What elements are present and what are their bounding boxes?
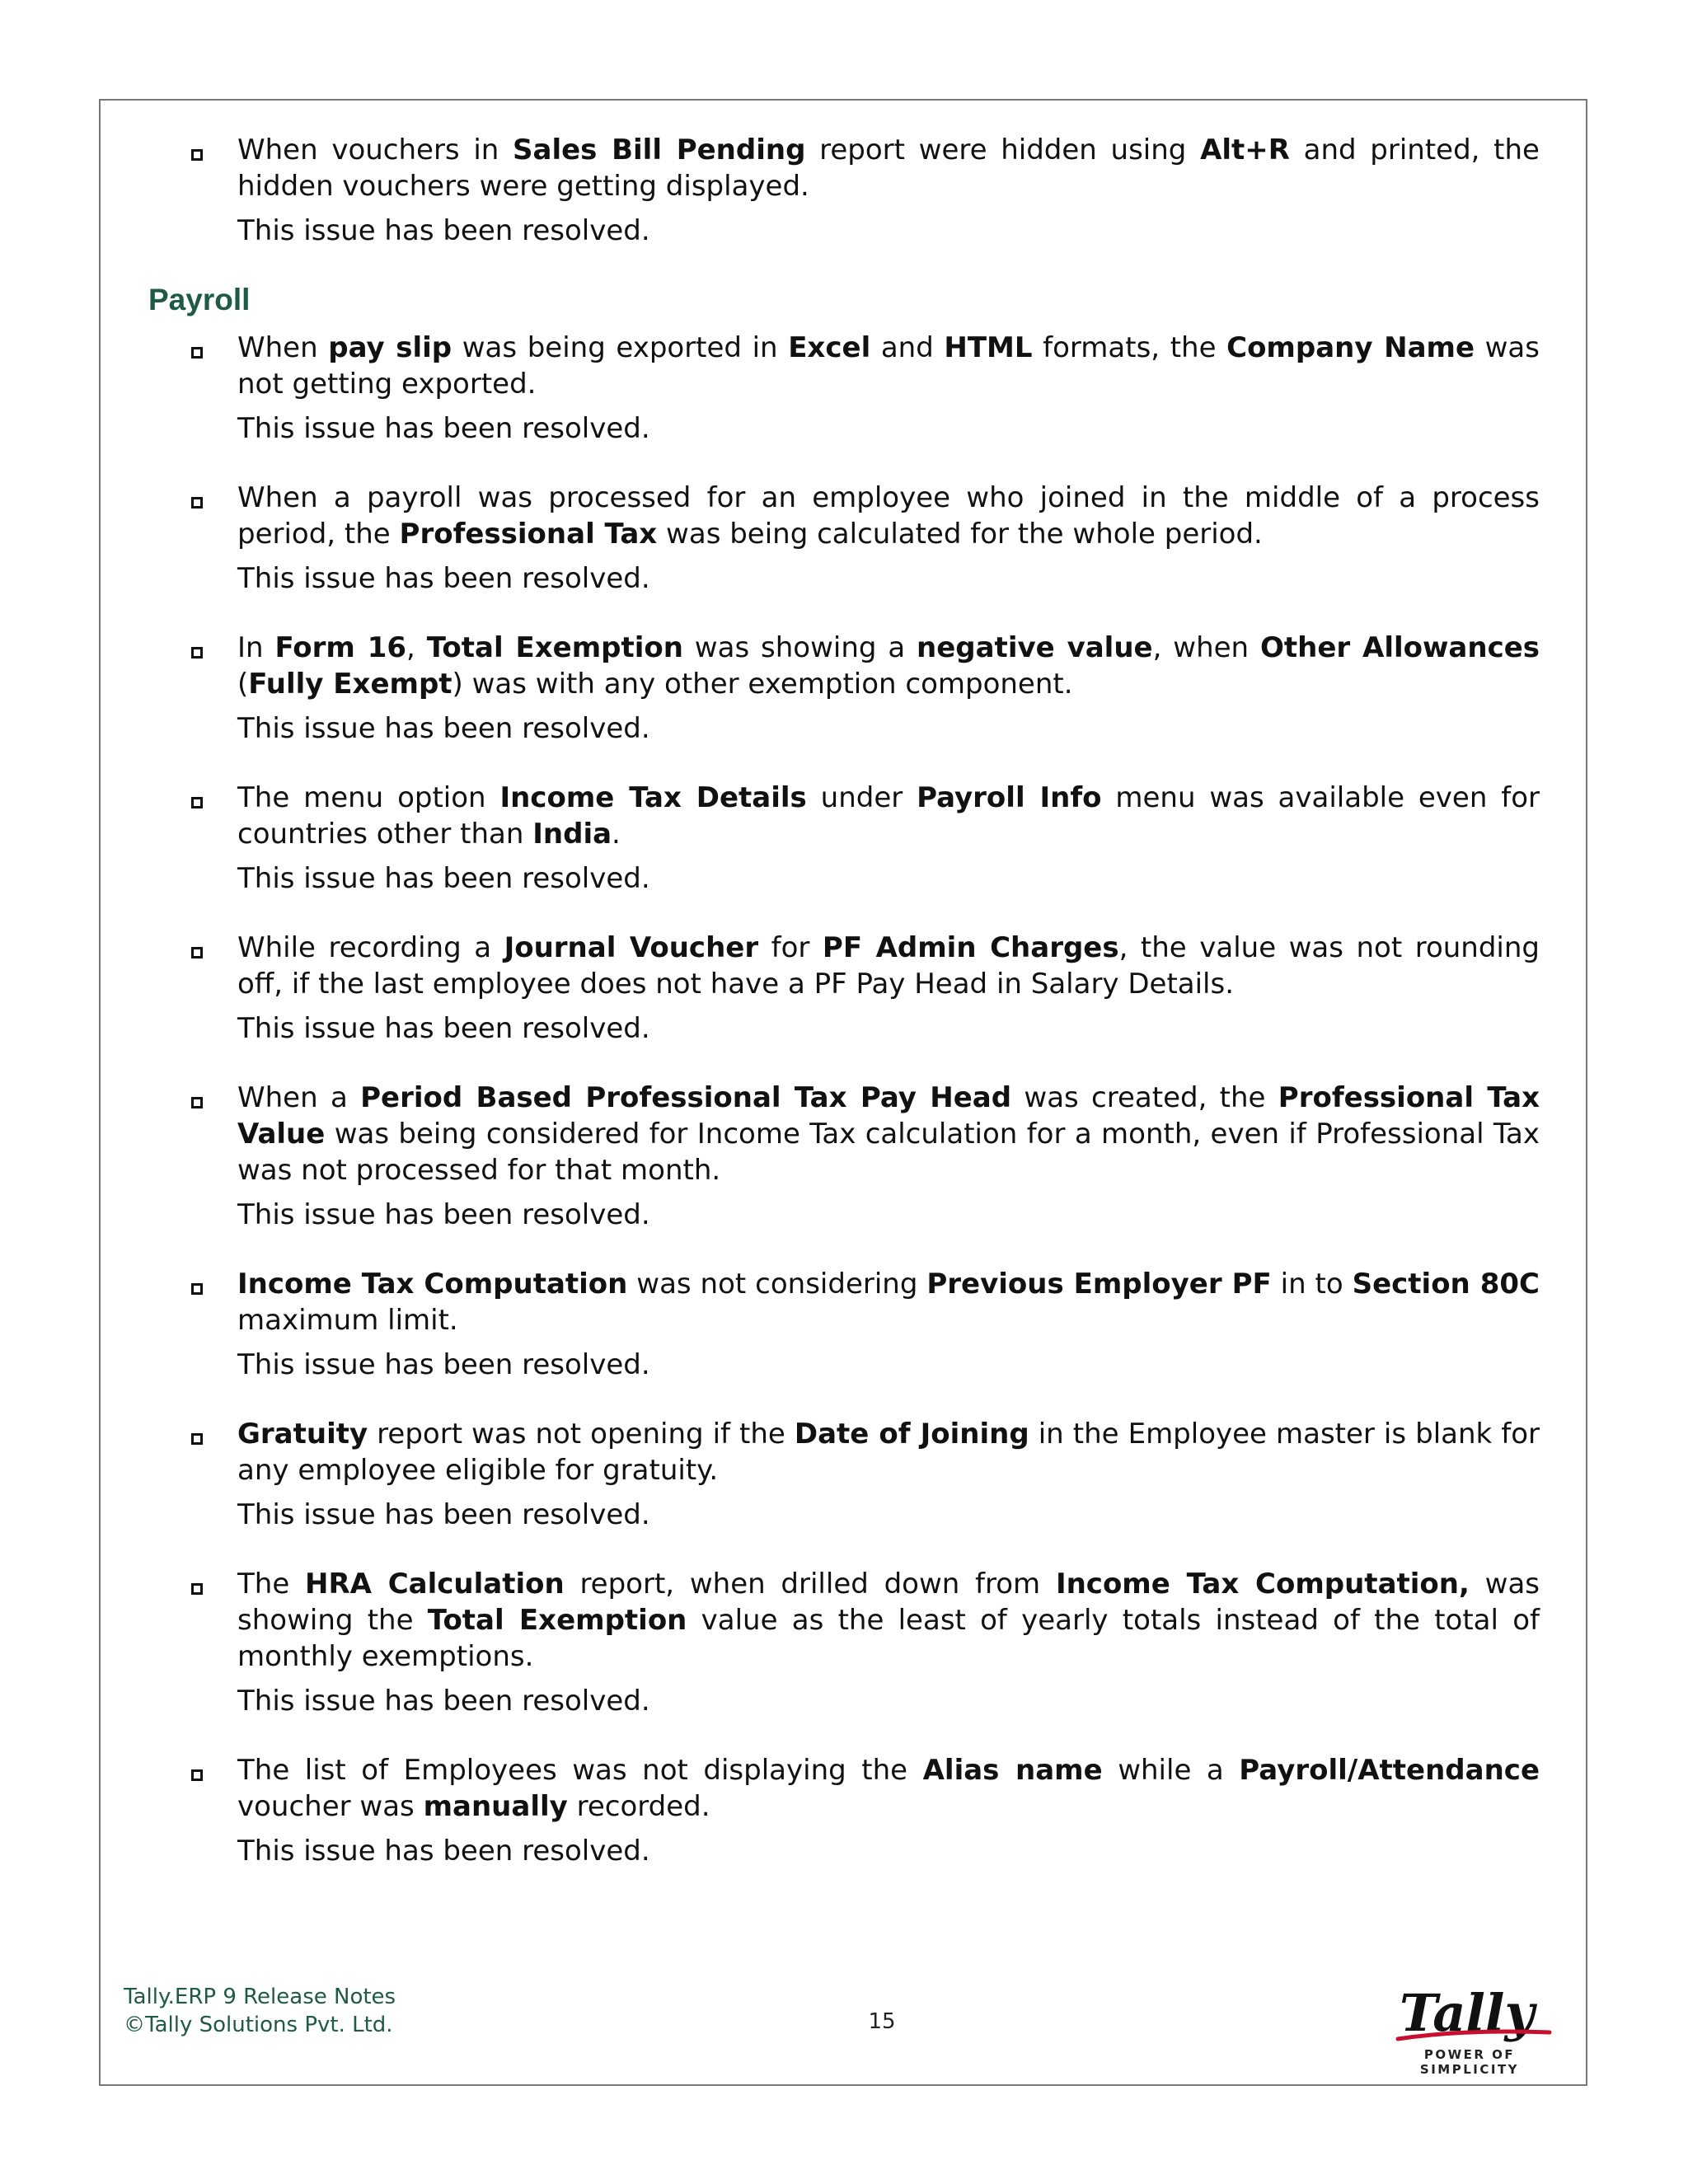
text-run: was not getting exported. (237, 331, 1540, 401)
resolution-note: This issue has been resolved. (237, 712, 650, 745)
document-content (148, 132, 1540, 1902)
item-description (237, 1266, 1540, 1338)
text-run: When a payroll was processed for an employee who joined in the middle of a process period, the (237, 481, 1540, 551)
item-description (237, 930, 1540, 1002)
resolution-note: This issue has been resolved. (237, 214, 650, 247)
bold-term: Fully Exempt (248, 668, 452, 701)
text-run: was not considering (627, 1268, 927, 1301)
text-run: When a (237, 1081, 361, 1114)
tally-logo-tagline: POWER OF SIMPLICITY (1419, 2047, 1520, 2077)
bold-term: India (532, 818, 612, 851)
text-run: was showing a (682, 631, 917, 664)
bold-term: Other Allowances (1259, 631, 1540, 664)
bold-term: Total Exemption (426, 631, 683, 664)
list-item (148, 330, 1540, 447)
bold-term: Total Exemption (427, 1604, 687, 1637)
list-item (148, 1080, 1540, 1233)
item-description (237, 780, 1540, 852)
item-description (237, 132, 1540, 204)
item-description (237, 630, 1540, 702)
text-run: while a (1102, 1754, 1240, 1787)
resolution-note: This issue has been resolved. (237, 862, 650, 895)
section-heading-payroll: Payroll (148, 283, 251, 316)
square-bullet-icon (191, 1583, 203, 1595)
bold-term: Period Based Professional Tax Pay Head (360, 1081, 1012, 1114)
bold-term: Alias name (922, 1754, 1103, 1787)
bold-term: Income Tax Computation (237, 1268, 628, 1301)
square-bullet-icon (191, 149, 203, 161)
bold-term: Payroll/Attendance (1239, 1754, 1540, 1787)
text-run: and (870, 331, 945, 364)
text-run: While recording a (237, 931, 504, 964)
text-run: was being considered for Income Tax calculation for a month, even if Professional Tax was not processed for that month. (237, 1118, 1540, 1187)
text-run: was showing the (237, 1568, 1540, 1637)
resolution-note: This issue has been resolved. (237, 1685, 650, 1718)
bold-term: Gratuity (237, 1418, 368, 1451)
bold-term: Form 16 (274, 631, 407, 664)
list-item (148, 1752, 1540, 1869)
bold-term: HRA Calculation (304, 1568, 565, 1601)
list-item (148, 780, 1540, 897)
square-bullet-icon (191, 1433, 203, 1445)
square-bullet-icon (191, 1769, 203, 1781)
bold-term: HTML (944, 331, 1033, 364)
bold-term: Professional Tax (399, 518, 658, 551)
list-item (148, 930, 1540, 1047)
text-run: for (758, 931, 823, 964)
tally-logo (1375, 1975, 1573, 2077)
text-run: value as the least of yearly totals instead of the total of monthly exemptions. (237, 1604, 1540, 1673)
square-bullet-icon (191, 797, 203, 808)
text-run: under (806, 781, 917, 814)
bold-term: Alt+R (1200, 134, 1290, 166)
text-run: was being exported in (452, 331, 789, 364)
item-description (237, 1566, 1540, 1675)
text-run: When vouchers in (237, 134, 513, 166)
square-bullet-icon (191, 347, 203, 359)
resolution-note: This issue has been resolved. (237, 1835, 650, 1868)
square-bullet-icon (191, 947, 203, 958)
text-run: in the Employee master is blank for any employee eligible for gratuity. (237, 1418, 1540, 1487)
item-list-payroll (148, 330, 1540, 1869)
bold-term: Excel (788, 331, 871, 364)
list-item (148, 630, 1540, 747)
text-run: , (406, 631, 427, 664)
footer-copyright: ©Tally Solutions Pvt. Ltd. (124, 2013, 393, 2037)
text-run: voucher was (237, 1790, 424, 1823)
tally-logo-wordmark: Tally (1400, 1983, 1535, 2043)
text-run: was being calculated for the whole period. (657, 518, 1263, 551)
text-run: in to (1271, 1268, 1353, 1301)
item-list-top (148, 132, 1540, 249)
footer-info (124, 1983, 396, 2039)
text-run: The (237, 1568, 305, 1601)
bold-term: Payroll Info (917, 781, 1102, 814)
page-number: 15 (868, 2009, 896, 2034)
bold-term: negative value (917, 631, 1153, 664)
list-item (148, 1566, 1540, 1719)
text-run: , the value was not rounding off, if the last employee does not have a PF Pay Head in Salary Details. (237, 931, 1540, 1001)
square-bullet-icon (191, 1097, 203, 1108)
bold-term: Journal Voucher (504, 931, 759, 964)
list-item (148, 480, 1540, 597)
bold-term: Section 80C (1352, 1268, 1540, 1301)
text-run: ) was with any other exemption component. (452, 668, 1073, 701)
tally-logo-mark (1375, 1975, 1573, 2049)
square-bullet-icon (191, 497, 203, 509)
text-run: report was not opening if the (368, 1418, 795, 1451)
text-run: report were hidden using (805, 134, 1201, 166)
bold-term: Sales Bill Pending (513, 134, 806, 166)
text-run: report, when drilled down from (564, 1568, 1056, 1601)
text-run: When (237, 331, 329, 364)
bold-term: Date of Joining (794, 1418, 1029, 1451)
text-run: . (612, 818, 621, 851)
item-description (237, 1752, 1540, 1825)
resolution-note: This issue has been resolved. (237, 1348, 650, 1381)
bold-term: Company Name (1226, 331, 1475, 364)
bold-term: Income Tax Details (499, 781, 807, 814)
item-description (237, 330, 1540, 402)
text-run: formats, the (1032, 331, 1227, 364)
resolution-note: This issue has been resolved. (237, 412, 650, 445)
text-run: menu was available even for countries other than (237, 781, 1540, 851)
text-run: In (237, 631, 275, 664)
bold-term: Professional Tax Value (237, 1081, 1540, 1151)
text-run: recorded. (567, 1790, 710, 1823)
square-bullet-icon (191, 647, 203, 658)
bold-term: pay slip (328, 331, 452, 364)
list-item (148, 1266, 1540, 1383)
resolution-note: This issue has been resolved. (237, 562, 650, 595)
text-run: , when (1152, 631, 1260, 664)
bold-term: PF Admin Charges (822, 931, 1119, 964)
item-description (237, 1416, 1540, 1488)
resolution-note: This issue has been resolved. (237, 1198, 650, 1231)
text-run: The list of Employees was not displaying the (237, 1754, 923, 1787)
footer-release-notes: Tally.ERP 9 Release Notes (124, 1985, 396, 2009)
item-description (237, 480, 1540, 552)
item-description (237, 1080, 1540, 1188)
text-run: and printed, the hidden vouchers were getting displayed. (237, 134, 1540, 203)
text-run: maximum limit. (237, 1304, 458, 1337)
text-run: was created, the (1011, 1081, 1278, 1114)
text-run: ( (237, 668, 249, 701)
text-run: The menu option (237, 781, 500, 814)
square-bullet-icon (191, 1283, 203, 1295)
list-item (148, 1416, 1540, 1533)
bold-term: Income Tax Computation, (1055, 1568, 1470, 1601)
resolution-note: This issue has been resolved. (237, 1498, 650, 1531)
resolution-note: This issue has been resolved. (237, 1012, 650, 1045)
bold-term: Previous Employer PF (926, 1268, 1272, 1301)
bold-term: manually (423, 1790, 568, 1823)
list-item (148, 132, 1540, 249)
